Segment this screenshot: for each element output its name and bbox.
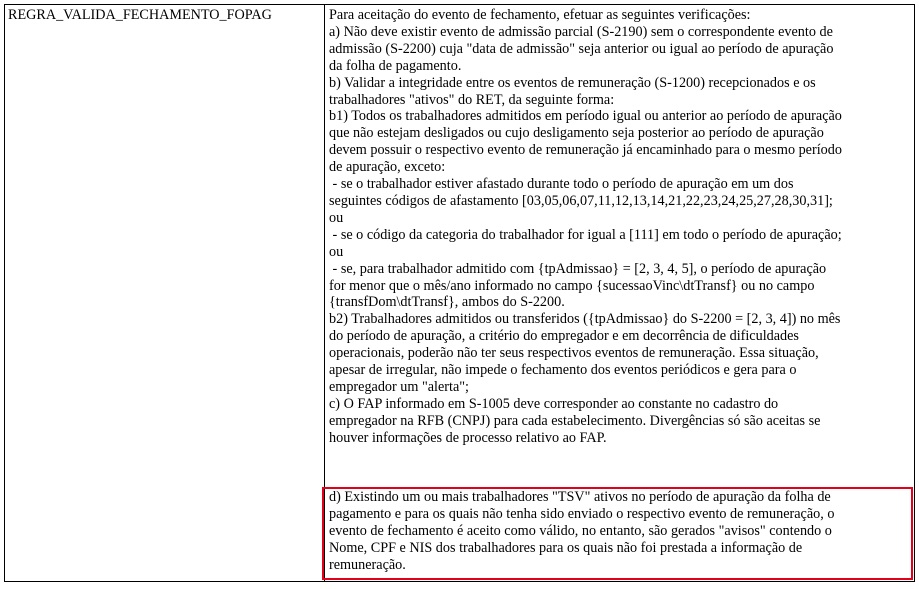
description-line: seguintes códigos de afastamento [03,05,06,07,11,12,13,14,21,22,23,24,25,27,28,30,31]; (329, 192, 833, 209)
description-line: apesar de irregular, não impede o fechamento dos eventos periódicos e gera para o (329, 362, 797, 379)
description-line: b1) Todos os trabalhadores admitidos em período igual ou anterior ao período de apuração (329, 108, 842, 125)
description-line: ou (329, 209, 344, 226)
description-line: devem possuir o respectivo evento de remuneração já encaminhado para o mesmo período (329, 142, 842, 159)
description-line: empregador na RFB (CNPJ) para cada estabelecimento. Divergências só são aceitas se (329, 412, 821, 429)
description-line: {transfDom\dtTransf}, ambos do S-2200. (329, 294, 565, 311)
description-line: da folha de pagamento. (329, 57, 462, 74)
rule-name-cell (5, 5, 325, 581)
description-line: a) Não deve existir evento de admissão parcial (S-2190) sem o correspondente evento de (329, 23, 833, 40)
description-line: empregador um "alerta"; (329, 378, 469, 395)
highlighted-line: remuneração. (329, 556, 406, 573)
highlighted-paragraph (329, 489, 834, 574)
description-line: admissão (S-2200) cuja "data de admissão" seja anterior ou igual ao período de apuração (329, 40, 834, 57)
rule-name: REGRA_VALIDA_FECHAMENTO_FOPAG (8, 7, 272, 23)
description-line: - se o trabalhador estiver afastado durante todo o período de apuração em um dos (329, 176, 794, 193)
description-line: de apuração, exceto: (329, 159, 446, 176)
description-line: que não estejam desligados ou cujo desligamento seja posterior ao período de apuração (329, 125, 824, 142)
highlighted-line: d) Existindo um ou mais trabalhadores "TSV" ativos no período de apuração da folha de (329, 489, 831, 505)
description-line: trabalhadores "ativos" do RET, da seguinte forma: (329, 91, 615, 108)
highlighted-line: Nome, CPF e NIS dos trabalhadores para os quais não foi prestada a informação de (329, 539, 803, 556)
description-line: for menor que o mês/ano informado no campo {sucessaoVinc\dtTransf} ou no campo (329, 277, 815, 294)
description-line: houver informações de processo relativo ao FAP. (329, 429, 607, 446)
description-line: b) Validar a integridade entre os eventos de remuneração (S-1200) recepcionados e os (329, 74, 816, 91)
description-line: ou (329, 243, 344, 260)
description-line: b2) Trabalhadores admitidos ou transferidos ({tpAdmissao} do S-2200 = [2, 3, 4]) no mês (329, 311, 841, 328)
description-line: c) O FAP informado em S-1005 deve corresponder ao constante no cadastro do (329, 395, 779, 412)
description-line: Para aceitação do evento de fechamento, efetuar as seguintes verificações: (329, 7, 751, 23)
description-line: do período de apuração, a critério do empregador e em decorrência de dificuldades (329, 328, 799, 345)
description-line: operacionais, poderão não ter seus respectivos eventos de remuneração. Essa situação, (329, 345, 819, 362)
highlighted-line: evento de fechamento é aceito como válido, no entanto, são gerados "avisos" contendo o (329, 522, 832, 539)
description-line: - se o código da categoria do trabalhador for igual a [111] em todo o período de apuração; (329, 226, 842, 243)
highlighted-line: pagamento e para os quais não tenha sido enviado o respectivo evento de remuneração, o (329, 505, 835, 522)
description-line: - se, para trabalhador admitido com {tpAdmissao} = [2, 3, 4, 5], o período de apuração (329, 260, 827, 277)
